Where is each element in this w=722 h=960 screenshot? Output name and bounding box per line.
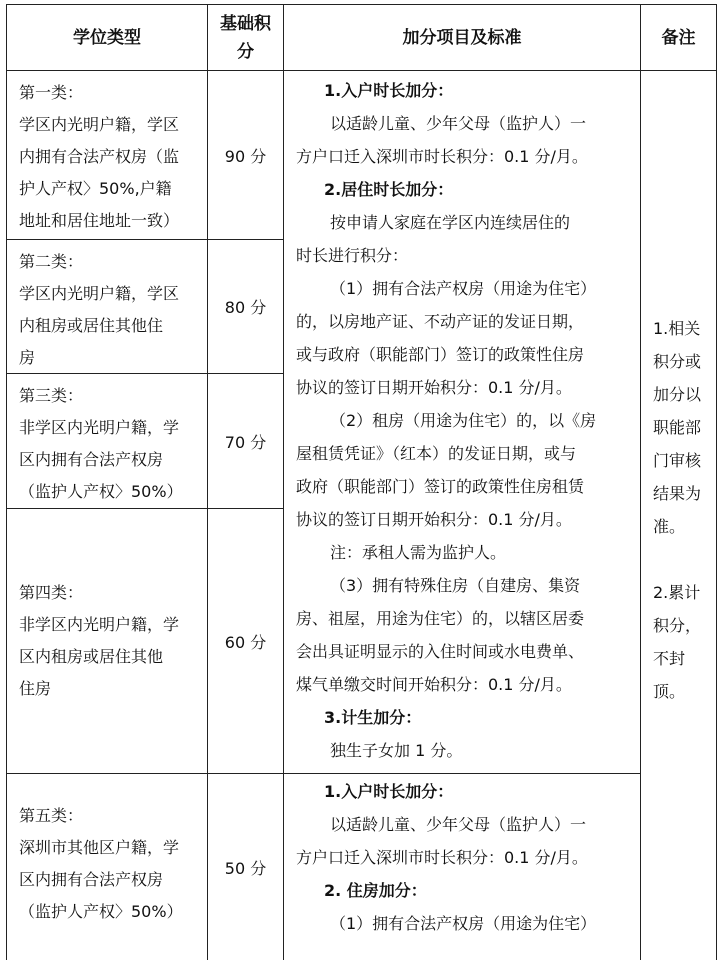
score-cell	[208, 374, 283, 508]
category-line: 第二类：	[19, 252, 84, 271]
bonus-detail-line: 1.入户时长加分：	[324, 782, 454, 801]
bonus-detail-line: 的，以房地产证、不动产证的发证日期，	[296, 312, 585, 331]
bonus-detail-line: 以适龄儿童、少年父母（监护人）一	[330, 114, 587, 133]
category-line: 深圳市其他区户籍，学	[19, 838, 180, 857]
score-value: 90 分	[224, 146, 267, 166]
header-remark-label: 备注	[661, 27, 696, 48]
header-items-label: 加分项目及标准	[402, 27, 522, 48]
category-cell	[7, 509, 207, 773]
category-line: 区内租房或居住其他	[19, 647, 164, 666]
category-cell	[7, 240, 207, 373]
bonus-detail-line: 时长进行积分：	[296, 246, 409, 265]
category-line: 第五类：	[19, 806, 84, 825]
category-line: 学区内光明户籍，学区	[19, 284, 180, 303]
bonus-detail-line: 房、祖屋，用途为住宅）的，以辖区居委	[296, 609, 585, 628]
bonus-detail-cell	[284, 74, 640, 773]
header-type	[7, 5, 207, 70]
score-value: 50 分	[224, 858, 267, 878]
header-remark	[641, 5, 716, 70]
score-cell	[208, 774, 283, 960]
bonus-detail-line: 屋租赁凭证》（红本）的发证日期，或与	[296, 444, 577, 463]
remark-line: 门审核	[653, 451, 702, 470]
category-line: 内租房或居住其他住	[19, 316, 164, 335]
header-type-label: 学位类型	[73, 27, 141, 48]
bonus-detail-cell	[284, 775, 640, 960]
bonus-detail-line: 以适龄儿童、少年父母（监护人）一	[330, 815, 587, 834]
table-border-right	[716, 4, 717, 960]
category-line: 住房	[19, 679, 52, 698]
bonus-detail-line: 协议的签订日期开始积分：0.1 分/月。	[296, 378, 572, 397]
bonus-detail-line: 注：承租人需为监护人。	[330, 543, 507, 562]
header-base-score-label: 分	[237, 41, 254, 62]
score-cell	[208, 240, 283, 373]
category-cell	[7, 71, 207, 239]
bonus-detail-line: 按申请人家庭在学区内连续居住的	[330, 213, 571, 232]
category-line: （监护人产权〉50%）	[19, 482, 183, 501]
category-line: 第三类：	[19, 386, 84, 405]
category-line: 区内拥有合法产权房	[19, 450, 164, 469]
remark-line: 结果为	[653, 484, 702, 503]
category-line: 内拥有合法产权房（监	[19, 147, 180, 166]
remark-line: 职能部	[653, 418, 702, 437]
remark-line: 加分以	[653, 385, 702, 404]
header-base-score-label: 基础积	[220, 13, 271, 34]
category-line: 房	[19, 348, 36, 367]
bonus-detail-line: 3.计生加分：	[324, 708, 422, 727]
category-line: 地址和居住地址一致）	[19, 211, 180, 230]
bonus-detail-line: 协议的签订日期开始积分：0.1 分/月。	[296, 510, 572, 529]
remark-cell	[641, 312, 716, 732]
header-items	[284, 5, 640, 70]
bonus-detail-line: （1）拥有合法产权房（用途为住宅）	[330, 914, 597, 933]
category-line: （监护人产权〉50%）	[19, 902, 183, 921]
remark-line: 不封	[653, 649, 686, 668]
score-value: 70 分	[224, 432, 267, 452]
remark-line: 顶。	[653, 682, 686, 701]
bonus-detail-line: 2. 住房加分：	[324, 881, 427, 900]
bonus-detail-line: 或与政府（职能部门）签订的政策性住房	[296, 345, 585, 364]
category-line: 护人产权〉50%,户籍	[19, 179, 172, 198]
category-line: 学区内光明户籍，学区	[19, 115, 180, 134]
category-cell	[7, 774, 207, 960]
bonus-detail-line: 2.居住时长加分：	[324, 180, 454, 199]
bonus-detail-line: 1.入户时长加分：	[324, 81, 454, 100]
remark-line: 准。	[653, 517, 686, 536]
score-value: 60 分	[224, 632, 267, 652]
remark-line: 积分或	[653, 352, 702, 371]
bonus-detail-line: 会出具证明显示的入住时间或水电费单、	[296, 642, 585, 661]
category-line: 非学区内光明户籍，学	[19, 418, 180, 437]
category-line: 第一类：	[19, 83, 84, 102]
remark-line: 2.累计	[653, 583, 701, 602]
score-cell	[208, 71, 283, 239]
category-line: 区内拥有合法产权房	[19, 870, 164, 889]
score-value: 80 分	[224, 298, 267, 317]
bonus-detail-line: 方户口迁入深圳市时长积分：0.1 分/月。	[296, 848, 588, 867]
score-cell	[208, 509, 283, 773]
remark-line	[653, 543, 716, 576]
bonus-detail-line: 政府（职能部门）签订的政策性住房租赁	[296, 477, 585, 496]
category-cell	[7, 374, 207, 508]
remark-line: 积分，	[653, 616, 702, 635]
bonus-detail-line: （3）拥有特殊住房（自建房、集资	[330, 576, 581, 595]
bonus-detail-line: 独生子女加 1 分。	[330, 741, 463, 760]
bonus-detail-line: （1）拥有合法产权房（用途为住宅）	[330, 279, 597, 298]
bonus-detail-line: （2）租房（用途为住宅）的，以《房	[330, 411, 597, 430]
category-line: 非学区内光明户籍，学	[19, 615, 180, 634]
bonus-detail-line: 方户口迁入深圳市时长积分：0.1 分/月。	[296, 147, 588, 166]
category-line: 第四类：	[19, 583, 84, 602]
bonus-detail-line: 煤气单缴交时间开始积分：0.1 分/月。	[296, 675, 572, 694]
remark-line: 1.相关	[653, 319, 701, 338]
header-base-score	[208, 5, 283, 70]
